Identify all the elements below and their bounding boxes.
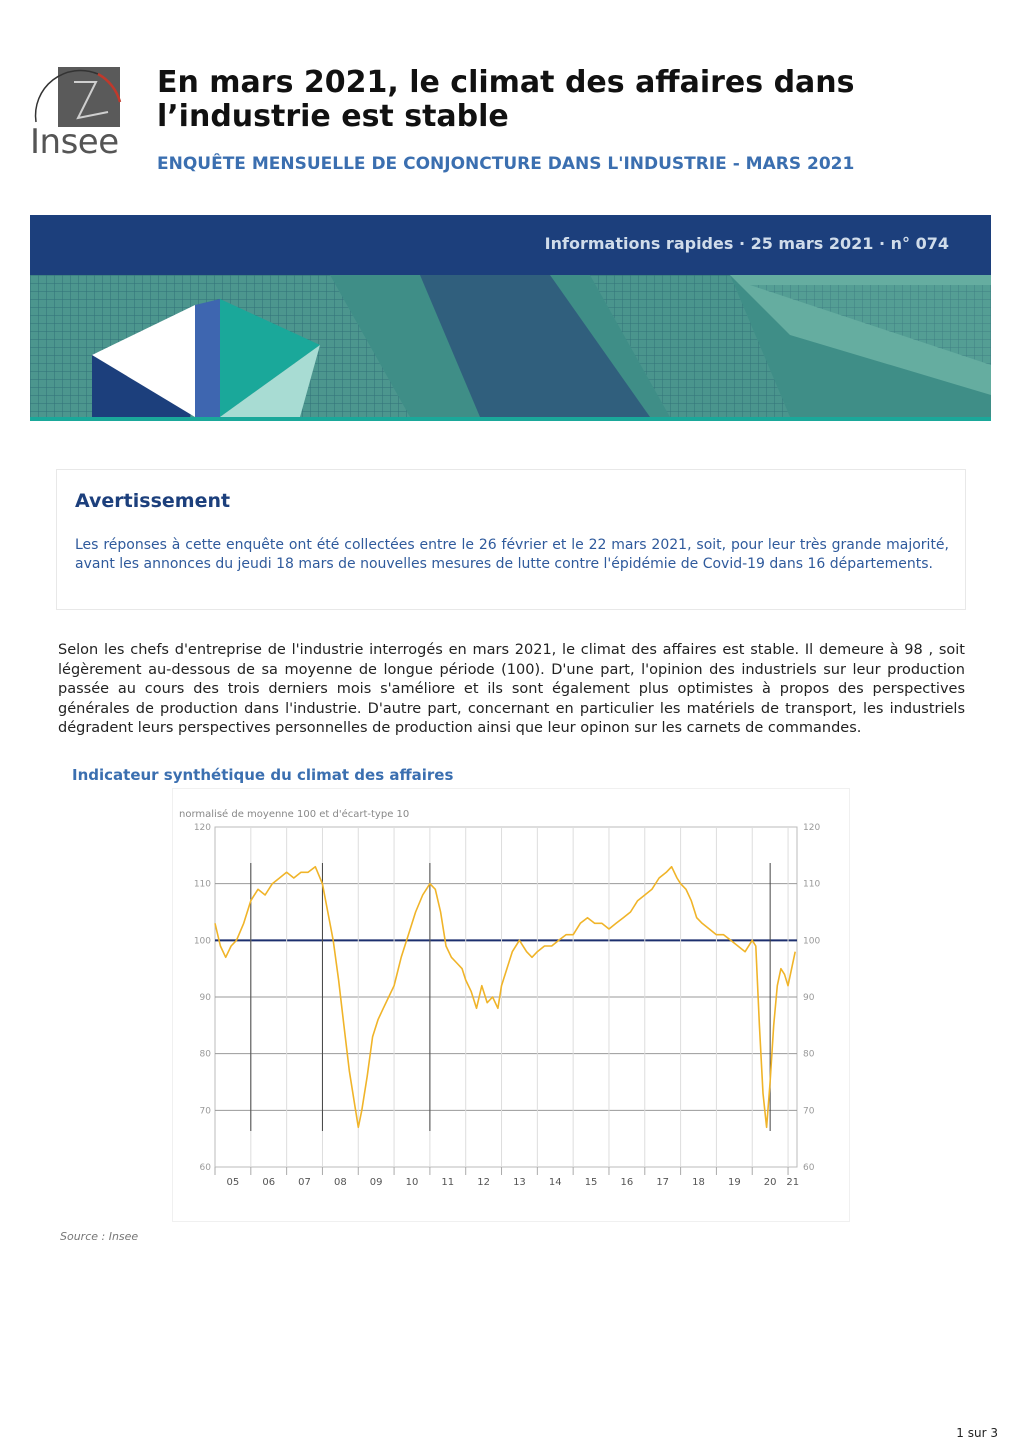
page-number: 1 sur 3 [956, 1426, 998, 1440]
line-chart [173, 789, 851, 1223]
publication-info: Informations rapides · 25 mars 2021 · n° 074 [544, 234, 949, 253]
y-tick-label-left: 60 [199, 1163, 211, 1173]
x-tick-label: 21 [786, 1177, 800, 1188]
x-tick-label: 17 [656, 1177, 670, 1188]
x-tick-label: 06 [262, 1177, 276, 1188]
x-tick-label: 08 [333, 1177, 347, 1188]
y-tick-label-right: 60 [803, 1163, 815, 1173]
y-tick-label-left: 70 [199, 1106, 211, 1117]
lead-paragraph: Selon les chefs d'entreprise de l'industrie interrogés en mars 2021, le climat des affaires est stable. Il demeure à 98 , soit légèrement au-dessous de sa moyenne de longue période (100). D'une part, l'opinion des industriels sur leur production passée au cours des trois derniers mois s'améliore et ils sont également plus optimistes à propos des perspectives générales de production dans l'industrie. D'autre part, concernant en particulier les matériels de transport, les industriels dégradent leurs perspectives personnelles de production ainsi que leur opinon sur les carnets de commandes. [58, 642, 965, 736]
y-tick-label-right: 80 [803, 1049, 815, 1060]
y-tick-label-left: 100 [193, 936, 211, 947]
banner [30, 215, 991, 421]
warning-text: Les réponses à cette enquête ont été collectées entre le 26 février et le 22 mars 2021, soit, pour leur très grande majorité, avant les annonces du jeudi 18 mars de nouvelles mesures de lutte contre l'épidémie de Covid-19 dans 16 départements. [75, 537, 949, 572]
x-tick-label: 15 [584, 1177, 598, 1188]
x-tick-label: 07 [298, 1177, 311, 1188]
y-tick-label-left: 80 [199, 1049, 211, 1060]
y-tick-label-right: 90 [803, 993, 815, 1003]
x-tick-label: 18 [692, 1177, 705, 1188]
logo-wordmark: Insee [30, 122, 119, 162]
chart-title: Indicateur synthétique du climat des affaires [72, 766, 454, 784]
page-title: En mars 2021, le climat des affaires dans l’industrie est stable [157, 65, 855, 134]
warning-box [56, 469, 966, 610]
y-tick-label-left: 90 [199, 993, 211, 1003]
warning-title: Avertissement [75, 490, 231, 512]
chart-unit-note: normalisé de moyenne 100 et d'écart-type 10 [179, 809, 410, 820]
y-tick-label-right: 100 [803, 936, 821, 947]
x-tick-label: 19 [727, 1177, 741, 1188]
x-tick-label: 05 [226, 1177, 240, 1188]
x-tick-label: 13 [513, 1177, 526, 1188]
source-note: Source : Insee [60, 1230, 139, 1243]
x-tick-label: 11 [441, 1177, 455, 1188]
banner-illustration [30, 275, 991, 417]
chart-container [172, 788, 850, 1222]
y-tick-label-right: 120 [803, 823, 821, 833]
banner-accent-line [30, 417, 991, 421]
x-tick-label: 10 [405, 1177, 419, 1188]
x-tick-label: 20 [763, 1177, 777, 1188]
page-subtitle: ENQUÊTE MENSUELLE DE CONJONCTURE DANS L'INDUSTRIE - MARS 2021 [157, 154, 855, 174]
y-tick-label-left: 110 [193, 879, 211, 890]
y-tick-label-right: 110 [803, 879, 821, 890]
y-tick-label-right: 70 [803, 1106, 815, 1117]
x-tick-label: 16 [620, 1177, 634, 1188]
y-tick-label-left: 120 [193, 823, 211, 833]
banner-top-bar [30, 215, 991, 275]
x-tick-label: 14 [548, 1177, 562, 1188]
x-tick-label: 09 [369, 1177, 383, 1188]
x-tick-label: 12 [477, 1177, 490, 1188]
